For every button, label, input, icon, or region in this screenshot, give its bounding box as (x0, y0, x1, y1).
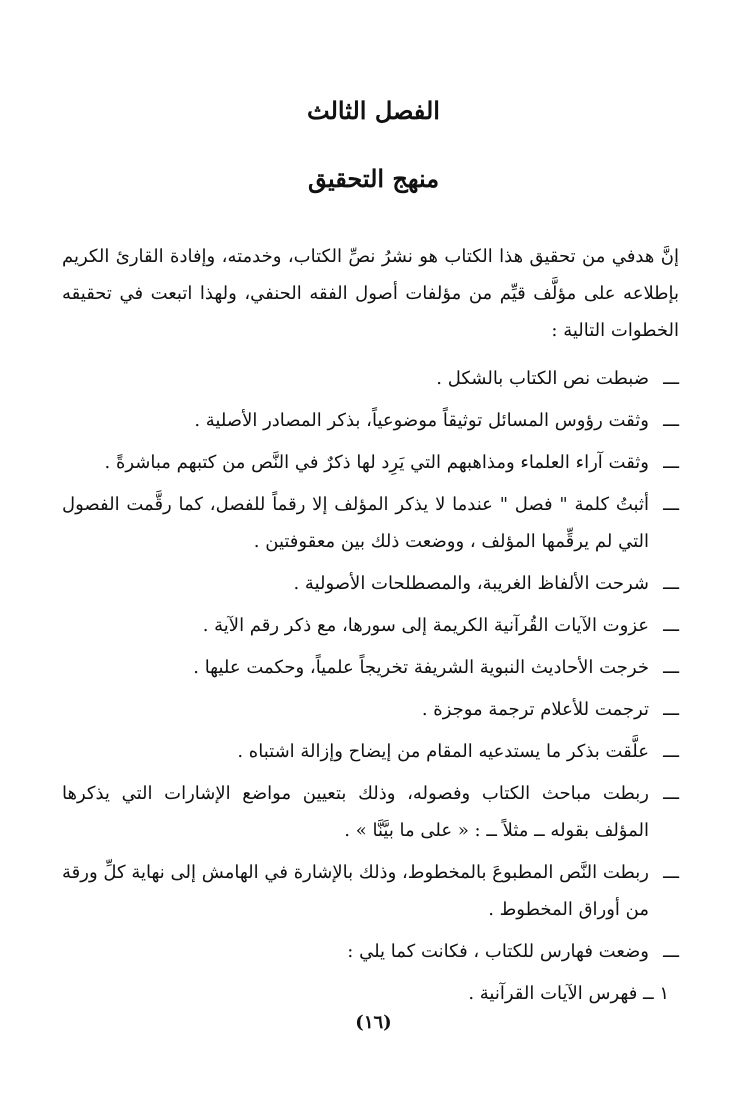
list-item (62, 775, 679, 849)
list-item-text: أثبتُ كلمة " فصل " عندما لا يذكر المؤلف إلا رقماً للفصل، كما رقَّمت الفصول التي لم يرقِّمها المؤلف ، ووضعت ذلك بين معقوفتين . (62, 494, 649, 552)
list-dash: ـــ (663, 494, 679, 515)
list-item-text: ترجمت للأعلام ترجمة موجزة . (421, 699, 649, 720)
steps-list (62, 360, 679, 1012)
intro-paragraph: إنَّ هدفي من تحقيق هذا الكتاب هو نشرُ نصِّ الكتاب، وخدمته، وإفادة القارئ الكريم بإطلاعه على مؤلَّف قيِّم من مؤلفات أصول الفقه الحنفي، ولهذا اتبعت في تحقيقه الخطوات التالية : (62, 246, 679, 341)
list-dash: ـــ (663, 573, 679, 594)
list-item (62, 402, 679, 439)
list-item-text: خرجت الأحاديث النبوية الشريفة تخريجاً علمياً، وحكمت عليها . (193, 657, 649, 678)
list-dash: ـــ (663, 741, 679, 762)
section-title: منهج التحقيق (307, 164, 440, 193)
list-item-text: ربطت مباحث الكتاب وفصوله، وذلك بتعيين مواضع الإشارات التي يذكرها المؤلف بقوله ــ مثلاً ــ : « على ما بيَّنَّا » . (62, 783, 649, 841)
list-item-text: وضعت فهارس للكتاب ، فكانت كما يلي : (347, 941, 649, 962)
chapter-title: الفصل الثالث (307, 96, 440, 125)
list-item (62, 933, 679, 970)
list-dash: ـــ (663, 452, 679, 473)
list-item (62, 607, 679, 644)
list-item (62, 649, 679, 686)
list-dash: ـــ (663, 410, 679, 431)
list-dash: ـــ (663, 615, 679, 636)
list-item (62, 360, 679, 397)
list-dash: ـــ (663, 657, 679, 678)
list-dash: ـــ (663, 699, 679, 720)
list-dash: ـــ (663, 783, 679, 804)
list-item (62, 486, 679, 560)
list-item (62, 691, 679, 728)
list-item (62, 854, 679, 928)
list-item-text: وثقت آراء العلماء ومذاهبهم التي يَرِد لها ذكرٌ في النَّص من كتبهم مباشرةً . (104, 452, 649, 473)
index-list-item: ١ ــ فهرس الآيات القرآنية . (468, 983, 669, 1004)
list-dash: ـــ (663, 368, 679, 389)
list-item-text: ضبطت نص الكتاب بالشكل . (436, 368, 649, 389)
list-item-text: وثقت رؤوس المسائل توثيقاً موضوعياً، بذكر المصادر الأصلية . (194, 410, 649, 431)
list-item-text: عزوت الآيات القُرآنية الكريمة إلى سورها، مع ذكر رقم الآية . (202, 615, 649, 636)
page-number: (١٦) (355, 1012, 392, 1033)
list-dash: ـــ (663, 862, 679, 883)
list-item-text: شرحت الألفاظ الغريبة، والمصطلحات الأصولية . (293, 573, 649, 594)
list-item (62, 565, 679, 602)
list-item (62, 444, 679, 481)
list-item-text: علَّقت بذكر ما يستدعيه المقام من إيضاح وإزالة اشتباه . (237, 741, 649, 762)
list-item (62, 733, 679, 770)
list-item-text: ربطت النَّص المطبوعَ بالمخطوط، وذلك بالإشارة في الهامش إلى نهاية كلِّ ورقة من أوراق المخطوط . (62, 862, 649, 920)
list-dash: ـــ (663, 941, 679, 962)
